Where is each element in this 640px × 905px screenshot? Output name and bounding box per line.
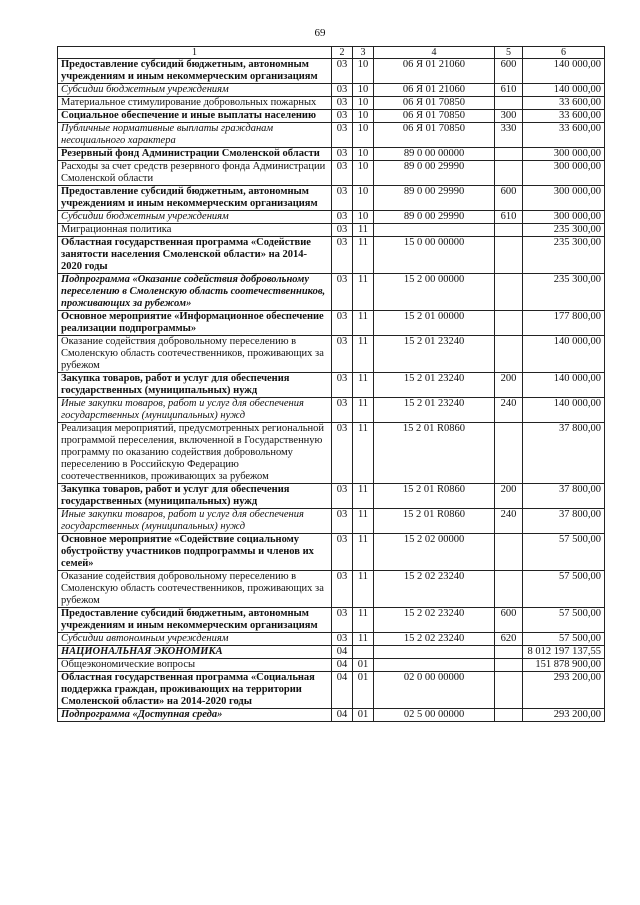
target-article-cell: 06 Я 01 21060 xyxy=(374,59,495,84)
section-code-cell: 03 xyxy=(332,97,353,110)
row-name-cell: Иные закупки товаров, работ и услуг для обеспечения государственных (муниципальных) нужд xyxy=(58,398,332,423)
section-code-cell: 03 xyxy=(332,534,353,571)
table-row xyxy=(58,123,605,148)
expense-type-cell xyxy=(495,148,523,161)
page-number: 69 xyxy=(314,27,326,39)
section-code-cell: 03 xyxy=(332,274,353,311)
header-col-3: 3 xyxy=(353,47,374,59)
table-row xyxy=(58,608,605,633)
expense-type-cell: 610 xyxy=(495,211,523,224)
subsection-code-cell: 11 xyxy=(353,398,374,423)
expense-type-cell xyxy=(495,336,523,373)
section-code-cell: 03 xyxy=(332,59,353,84)
header-col-6: 6 xyxy=(523,47,605,59)
amount-cell: 33 600,00 xyxy=(523,97,605,110)
section-code-cell: 03 xyxy=(332,311,353,336)
table-header xyxy=(58,47,605,59)
subsection-code-cell xyxy=(353,646,374,659)
subsection-code-cell: 10 xyxy=(353,211,374,224)
amount-cell: 235 300,00 xyxy=(523,224,605,237)
amount-cell: 140 000,00 xyxy=(523,336,605,373)
expense-type-cell: 610 xyxy=(495,84,523,97)
amount-cell: 57 500,00 xyxy=(523,633,605,646)
row-name-cell: Реализация мероприятий, предусмотренных региональной программой переселения, включенной в Государственную программу по оказанию содействия добровольному переселению в Российскую Федерацию соотечественников, проживающих за рубежом xyxy=(58,423,332,484)
amount-cell: 177 800,00 xyxy=(523,311,605,336)
expense-type-cell xyxy=(495,659,523,672)
amount-cell: 37 800,00 xyxy=(523,423,605,484)
target-article-cell: 89 0 00 29990 xyxy=(374,186,495,211)
target-article-cell: 89 0 00 29990 xyxy=(374,161,495,186)
row-name-cell: Областная государственная программа «Социальная поддержка граждан, проживающих на территории Смоленской области» на 2014-2020 годы xyxy=(58,672,332,709)
target-article-cell: 15 2 01 00000 xyxy=(374,311,495,336)
section-code-cell: 03 xyxy=(332,211,353,224)
expense-type-cell: 240 xyxy=(495,398,523,423)
section-code-cell: 04 xyxy=(332,659,353,672)
subsection-code-cell: 10 xyxy=(353,59,374,84)
subsection-code-cell: 11 xyxy=(353,633,374,646)
table-row xyxy=(58,211,605,224)
expense-type-cell xyxy=(495,97,523,110)
expense-type-cell: 330 xyxy=(495,123,523,148)
table-row xyxy=(58,709,605,722)
row-name-cell: НАЦИОНАЛЬНАЯ ЭКОНОМИКА xyxy=(58,646,332,659)
expense-type-cell: 600 xyxy=(495,186,523,211)
amount-cell: 300 000,00 xyxy=(523,211,605,224)
row-name-cell: Общеэкономические вопросы xyxy=(58,659,332,672)
header-col-4: 4 xyxy=(374,47,495,59)
subsection-code-cell: 01 xyxy=(353,709,374,722)
target-article-cell: 15 2 02 23240 xyxy=(374,633,495,646)
table-row xyxy=(58,398,605,423)
amount-cell: 140 000,00 xyxy=(523,84,605,97)
subsection-code-cell: 11 xyxy=(353,423,374,484)
subsection-code-cell: 11 xyxy=(353,509,374,534)
row-name-cell: Резервный фонд Администрации Смоленской области xyxy=(58,148,332,161)
expense-type-cell: 300 xyxy=(495,110,523,123)
table-row xyxy=(58,311,605,336)
section-code-cell: 03 xyxy=(332,398,353,423)
table-row xyxy=(58,224,605,237)
expense-type-cell xyxy=(495,571,523,608)
amount-cell: 300 000,00 xyxy=(523,148,605,161)
table-row xyxy=(58,534,605,571)
amount-cell: 300 000,00 xyxy=(523,186,605,211)
amount-cell: 235 300,00 xyxy=(523,274,605,311)
subsection-code-cell: 10 xyxy=(353,186,374,211)
section-code-cell: 03 xyxy=(332,484,353,509)
row-name-cell: Социальное обеспечение и иные выплаты населению xyxy=(58,110,332,123)
row-name-cell: Подпрограмма «Оказание содействия добровольному переселению в Смоленскую область соотечественников, проживающих за рубежом» xyxy=(58,274,332,311)
target-article-cell: 02 0 00 00000 xyxy=(374,672,495,709)
row-name-cell: Подпрограмма «Доступная среда» xyxy=(58,709,332,722)
amount-cell: 57 500,00 xyxy=(523,608,605,633)
expense-type-cell: 200 xyxy=(495,484,523,509)
target-article-cell xyxy=(374,646,495,659)
row-name-cell: Материальное стимулирование добровольных пожарных xyxy=(58,97,332,110)
section-code-cell: 03 xyxy=(332,84,353,97)
expense-type-cell: 600 xyxy=(495,608,523,633)
section-code-cell: 03 xyxy=(332,373,353,398)
subsection-code-cell: 10 xyxy=(353,161,374,186)
expense-type-cell xyxy=(495,672,523,709)
target-article-cell: 06 Я 01 70850 xyxy=(374,110,495,123)
amount-cell: 235 300,00 xyxy=(523,237,605,274)
subsection-code-cell: 11 xyxy=(353,336,374,373)
table-body xyxy=(58,59,605,722)
target-article-cell: 15 2 01 23240 xyxy=(374,373,495,398)
table-row xyxy=(58,373,605,398)
table-row xyxy=(58,148,605,161)
target-article-cell: 06 Я 01 21060 xyxy=(374,84,495,97)
row-name-cell: Основное мероприятие «Информационное обеспечение реализации подпрограммы» xyxy=(58,311,332,336)
target-article-cell: 15 2 01 23240 xyxy=(374,336,495,373)
row-name-cell: Оказание содействия добровольному переселению в Смоленскую область соотечественников, проживающих за рубежом xyxy=(58,336,332,373)
subsection-code-cell: 11 xyxy=(353,534,374,571)
expense-type-cell: 200 xyxy=(495,373,523,398)
table-row xyxy=(58,633,605,646)
table-row xyxy=(58,59,605,84)
header-col-1: 1 xyxy=(58,47,332,59)
table-row xyxy=(58,423,605,484)
section-code-cell: 03 xyxy=(332,110,353,123)
amount-cell: 293 200,00 xyxy=(523,709,605,722)
table-row xyxy=(58,84,605,97)
target-article-cell: 15 2 01 23240 xyxy=(374,398,495,423)
target-article-cell: 89 0 00 00000 xyxy=(374,148,495,161)
section-code-cell: 04 xyxy=(332,709,353,722)
subsection-code-cell: 10 xyxy=(353,110,374,123)
section-code-cell: 03 xyxy=(332,509,353,534)
table-row xyxy=(58,571,605,608)
target-article-cell: 15 2 00 00000 xyxy=(374,274,495,311)
amount-cell: 300 000,00 xyxy=(523,161,605,186)
amount-cell: 57 500,00 xyxy=(523,534,605,571)
amount-cell: 33 600,00 xyxy=(523,110,605,123)
table-row xyxy=(58,274,605,311)
subsection-code-cell: 11 xyxy=(353,484,374,509)
amount-cell: 33 600,00 xyxy=(523,123,605,148)
target-article-cell: 15 2 02 23240 xyxy=(374,608,495,633)
table-row xyxy=(58,659,605,672)
expense-type-cell: 240 xyxy=(495,509,523,534)
table-row xyxy=(58,484,605,509)
row-name-cell: Публичные нормативные выплаты гражданам несоциального характера xyxy=(58,123,332,148)
amount-cell: 8 012 197 137,55 xyxy=(523,646,605,659)
subsection-code-cell: 10 xyxy=(353,148,374,161)
amount-cell: 140 000,00 xyxy=(523,373,605,398)
target-article-cell: 89 0 00 29990 xyxy=(374,211,495,224)
row-name-cell: Субсидии бюджетным учреждениям xyxy=(58,211,332,224)
section-code-cell: 04 xyxy=(332,646,353,659)
expense-type-cell xyxy=(495,423,523,484)
section-code-cell: 03 xyxy=(332,186,353,211)
expense-type-cell xyxy=(495,161,523,186)
expense-type-cell xyxy=(495,274,523,311)
header-col-5: 5 xyxy=(495,47,523,59)
target-article-cell: 15 0 00 00000 xyxy=(374,237,495,274)
section-code-cell: 03 xyxy=(332,224,353,237)
expense-type-cell: 620 xyxy=(495,633,523,646)
amount-cell: 37 800,00 xyxy=(523,509,605,534)
table-row xyxy=(58,237,605,274)
section-code-cell: 03 xyxy=(332,237,353,274)
subsection-code-cell: 11 xyxy=(353,311,374,336)
expense-type-cell xyxy=(495,709,523,722)
header-col-2: 2 xyxy=(332,47,353,59)
expense-type-cell xyxy=(495,534,523,571)
subsection-code-cell: 01 xyxy=(353,672,374,709)
row-name-cell: Предоставление субсидий бюджетным, автономным учреждениям и иным некоммерческим организациям xyxy=(58,608,332,633)
table-row xyxy=(58,97,605,110)
target-article-cell: 15 2 02 23240 xyxy=(374,571,495,608)
row-name-cell: Основное мероприятие «Содействие социальному обустройству участников подпрограммы и членов их семей» xyxy=(58,534,332,571)
table-row xyxy=(58,509,605,534)
section-code-cell: 03 xyxy=(332,633,353,646)
row-name-cell: Расходы за счет средств резервного фонда Администрации Смоленской области xyxy=(58,161,332,186)
subsection-code-cell: 11 xyxy=(353,608,374,633)
row-name-cell: Областная государственная программа «Содействие занятости населения Смоленской области» на 2014-2020 годы xyxy=(58,237,332,274)
target-article-cell: 06 Я 01 70850 xyxy=(374,123,495,148)
amount-cell: 151 878 900,00 xyxy=(523,659,605,672)
table-row xyxy=(58,161,605,186)
subsection-code-cell: 11 xyxy=(353,571,374,608)
subsection-code-cell: 11 xyxy=(353,237,374,274)
expense-type-cell xyxy=(495,224,523,237)
row-name-cell: Закупка товаров, работ и услуг для обеспечения государственных (муниципальных) нужд xyxy=(58,484,332,509)
target-article-cell: 15 2 01 R0860 xyxy=(374,484,495,509)
table-row xyxy=(58,646,605,659)
amount-cell: 37 800,00 xyxy=(523,484,605,509)
table-row xyxy=(58,336,605,373)
section-code-cell: 03 xyxy=(332,161,353,186)
section-code-cell: 03 xyxy=(332,123,353,148)
section-code-cell: 03 xyxy=(332,571,353,608)
subsection-code-cell: 10 xyxy=(353,123,374,148)
subsection-code-cell: 10 xyxy=(353,97,374,110)
table-row xyxy=(58,110,605,123)
amount-cell: 57 500,00 xyxy=(523,571,605,608)
target-article-cell xyxy=(374,224,495,237)
expense-type-cell xyxy=(495,237,523,274)
budget-table xyxy=(57,46,605,722)
amount-cell: 140 000,00 xyxy=(523,398,605,423)
section-code-cell: 04 xyxy=(332,672,353,709)
target-article-cell xyxy=(374,659,495,672)
row-name-cell: Оказание содействия добровольному переселению в Смоленскую область соотечественников, проживающих за рубежом xyxy=(58,571,332,608)
section-code-cell: 03 xyxy=(332,608,353,633)
target-article-cell: 15 2 01 R0860 xyxy=(374,509,495,534)
subsection-code-cell: 11 xyxy=(353,224,374,237)
subsection-code-cell: 01 xyxy=(353,659,374,672)
row-name-cell: Иные закупки товаров, работ и услуг для обеспечения государственных (муниципальных) нужд xyxy=(58,509,332,534)
row-name-cell: Субсидии автономным учреждениям xyxy=(58,633,332,646)
subsection-code-cell: 11 xyxy=(353,274,374,311)
row-name-cell: Предоставление субсидий бюджетным, автономным учреждениям и иным некоммерческим организациям xyxy=(58,186,332,211)
target-article-cell: 15 2 01 R0860 xyxy=(374,423,495,484)
row-name-cell: Предоставление субсидий бюджетным, автономным учреждениям и иным некоммерческим организациям xyxy=(58,59,332,84)
table-row xyxy=(58,186,605,211)
section-code-cell: 03 xyxy=(332,336,353,373)
subsection-code-cell: 10 xyxy=(353,84,374,97)
row-name-cell: Миграционная политика xyxy=(58,224,332,237)
section-code-cell: 03 xyxy=(332,423,353,484)
amount-cell: 293 200,00 xyxy=(523,672,605,709)
expense-type-cell xyxy=(495,646,523,659)
target-article-cell: 06 Я 01 70850 xyxy=(374,97,495,110)
expense-type-cell: 600 xyxy=(495,59,523,84)
amount-cell: 140 000,00 xyxy=(523,59,605,84)
subsection-code-cell: 11 xyxy=(353,373,374,398)
target-article-cell: 02 5 00 00000 xyxy=(374,709,495,722)
table-row xyxy=(58,672,605,709)
section-code-cell: 03 xyxy=(332,148,353,161)
row-name-cell: Закупка товаров, работ и услуг для обеспечения государственных (муниципальных) нужд xyxy=(58,373,332,398)
target-article-cell: 15 2 02 00000 xyxy=(374,534,495,571)
expense-type-cell xyxy=(495,311,523,336)
row-name-cell: Субсидии бюджетным учреждениям xyxy=(58,84,332,97)
